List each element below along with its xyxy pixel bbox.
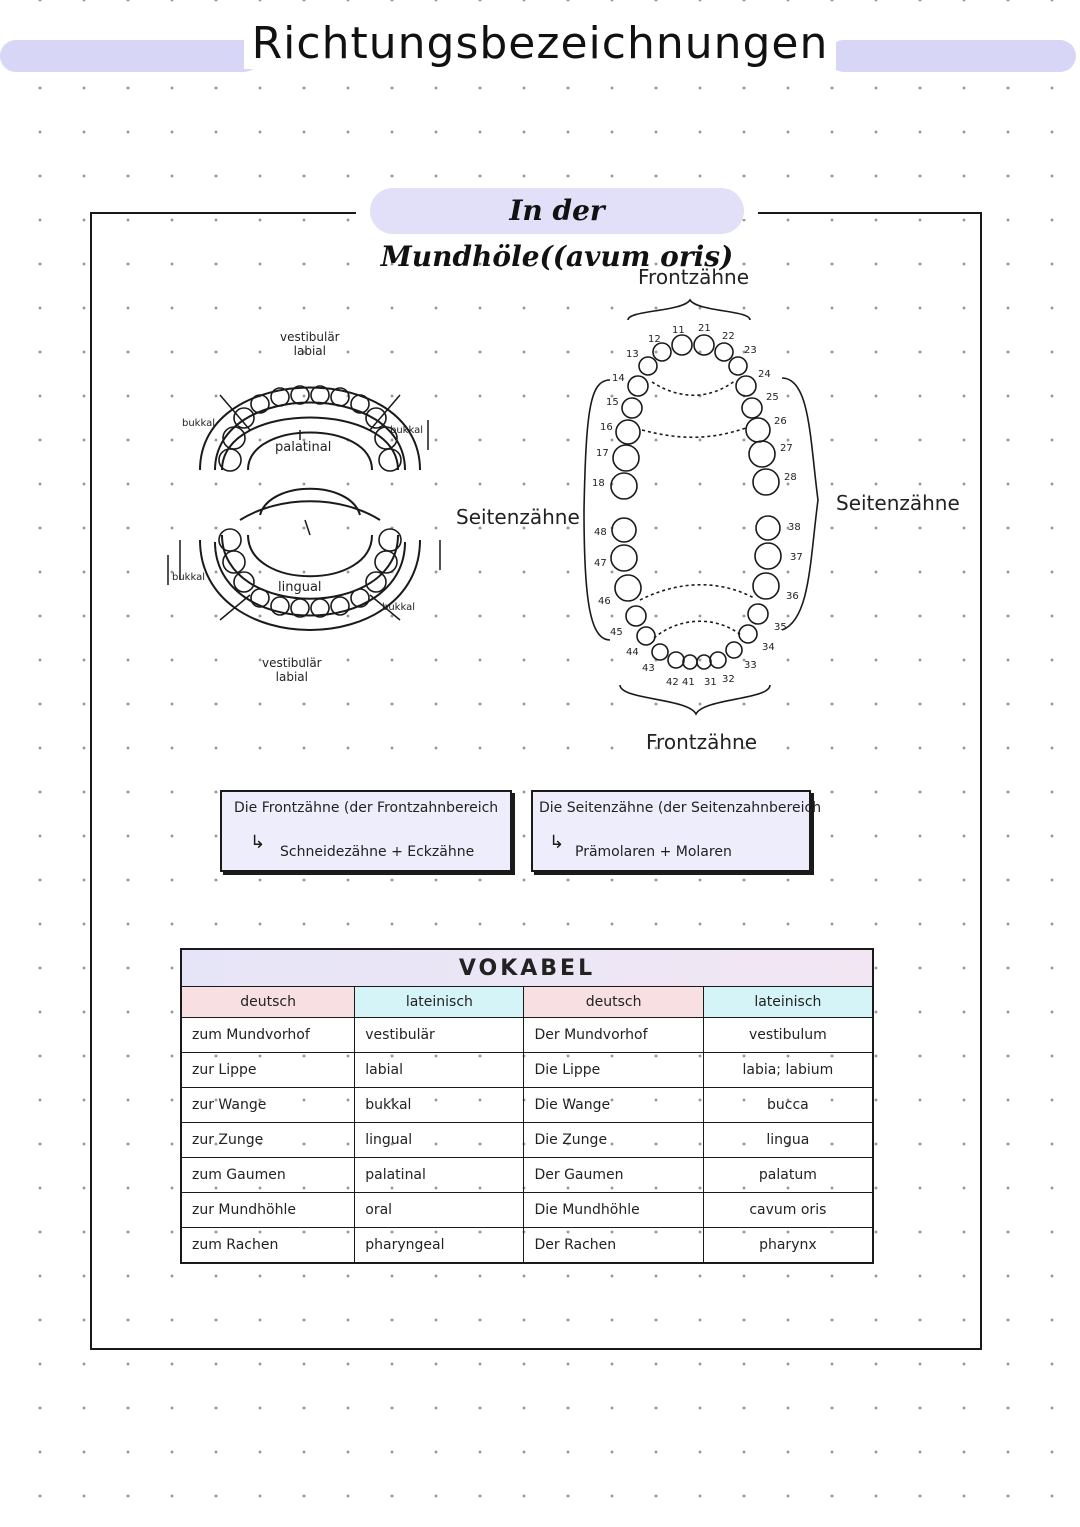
tooth-number: 28: [784, 472, 797, 483]
table-cell: labia; labium: [703, 1053, 873, 1088]
upper-teeth: [219, 386, 401, 471]
tooth-number: 48: [594, 527, 607, 538]
table-cell: Der Gaumen: [524, 1158, 703, 1193]
tooth-number: 23: [744, 345, 757, 356]
info-box-front-teeth: Die Frontzähne (der Frontzahnbereich ↳ Schneidezähne + Eckzähne: [220, 790, 512, 872]
table-cell: zum Rachen: [181, 1228, 355, 1264]
label-front-teeth-top: Frontzähne: [638, 265, 749, 289]
table-cell: labial: [355, 1053, 524, 1088]
tooth-number: 36: [786, 591, 799, 602]
table-row: [181, 1228, 873, 1264]
table-cell: cavum oris: [703, 1193, 873, 1228]
tooth-number: 38: [788, 522, 801, 533]
tooth-number: 17: [596, 448, 609, 459]
table-cell: Die Lippe: [524, 1053, 703, 1088]
label-bukkal-lower-left: bukkal: [172, 572, 205, 583]
label-vestibular-top: vestibulär labial: [280, 330, 340, 358]
tooth-number: 33: [744, 660, 757, 671]
tooth-number: 22: [722, 331, 735, 342]
table-cell: palatum: [703, 1158, 873, 1193]
section-subtitle: In der Mundhöle((avum oris): [370, 188, 744, 234]
tooth-number: 43: [642, 663, 655, 674]
label-bukkal-upper-right: bukkal: [390, 425, 423, 436]
table-cell: zur Wange: [181, 1088, 355, 1123]
label-front-teeth-bottom: Frontzähne: [646, 730, 757, 754]
table-cell: bucca: [703, 1088, 873, 1123]
table-cell: Die Wange: [524, 1088, 703, 1123]
arrow-icon: ↳: [250, 832, 266, 853]
table-cell: Die Mundhöhle: [524, 1193, 703, 1228]
label-bukkal-upper-left: bukkal: [182, 418, 215, 429]
tooth-number: 47: [594, 558, 607, 569]
table-cell: Die Zunge: [524, 1123, 703, 1158]
column-header: lateinisch: [703, 987, 873, 1018]
table-cell: pharynx: [703, 1228, 873, 1264]
mouth-diagram: [160, 320, 460, 700]
table-cell: zum Gaumen: [181, 1158, 355, 1193]
column-header: lateinisch: [355, 987, 524, 1018]
vocab-column-headers: [181, 987, 873, 1018]
label-side-teeth-right: Seitenzähne: [836, 491, 960, 515]
tooth-number: 34: [762, 642, 775, 653]
page-title: Richtungsbezeichnungen: [0, 18, 1080, 69]
table-cell: lingua: [703, 1123, 873, 1158]
tooth-number: 24: [758, 369, 771, 380]
tooth-number: 21: [698, 323, 711, 334]
arrow-icon: ↳: [549, 832, 565, 853]
label-vestibular-bottom: vestibulär labial: [262, 656, 322, 684]
tooth-number: 37: [790, 552, 803, 563]
lower-teeth: [219, 529, 401, 617]
table-cell: pharyngeal: [355, 1228, 524, 1264]
table-cell: Der Mundvorhof: [524, 1018, 703, 1053]
tooth-number: 35: [774, 622, 787, 633]
vocab-table: [180, 948, 874, 1264]
tooth-numbering-diagram: [570, 290, 840, 720]
tooth-number: 32: [722, 674, 735, 685]
tooth-number: 18: [592, 478, 605, 489]
table-row: [181, 1018, 873, 1053]
table-cell: vestibulär: [355, 1018, 524, 1053]
tooth-number: 14: [612, 373, 625, 384]
tooth-number: 27: [780, 443, 793, 454]
table-row: [181, 1053, 873, 1088]
label-side-teeth-left: Seitenzähne: [456, 505, 580, 529]
table-row: [181, 1158, 873, 1193]
info-box-side-teeth: Die Seitenzähne (der Seitenzahnbereich ↳ Prämolaren + Molaren: [531, 790, 811, 872]
tooth-number: 25: [766, 392, 779, 403]
table-cell: oral: [355, 1193, 524, 1228]
table-cell: Der Rachen: [524, 1228, 703, 1264]
label-bukkal-lower-right: bukkal: [382, 602, 415, 613]
table-cell: zur Zunge: [181, 1123, 355, 1158]
table-cell: zum Mundvorhof: [181, 1018, 355, 1053]
table-row: [181, 1123, 873, 1158]
tooth-number: 12: [648, 334, 661, 345]
table-cell: lingual: [355, 1123, 524, 1158]
table-cell: palatinal: [355, 1158, 524, 1193]
tooth-number: 26: [774, 416, 787, 427]
tooth-number: 15: [606, 397, 619, 408]
vocab-heading: VOKABEL: [181, 949, 873, 987]
tooth-number: 46: [598, 596, 611, 607]
table-cell: zur Mundhöhle: [181, 1193, 355, 1228]
tooth-number: 16: [600, 422, 613, 433]
vocab-heading-row: [181, 949, 873, 987]
table-cell: zur Lippe: [181, 1053, 355, 1088]
table-cell: bukkal: [355, 1088, 524, 1123]
table-row: [181, 1088, 873, 1123]
tooth-number: 41: [682, 677, 695, 688]
table-row: [181, 1193, 873, 1228]
table-cell: vestibulum: [703, 1018, 873, 1053]
column-header: deutsch: [524, 987, 703, 1018]
tooth-number: 45: [610, 627, 623, 638]
label-palatinal: palatinal: [275, 440, 332, 455]
tooth-number: 11: [672, 325, 685, 336]
tooth-number: 42: [666, 677, 679, 688]
tooth-number: 31: [704, 677, 717, 688]
column-header: deutsch: [181, 987, 355, 1018]
label-lingual: lingual: [278, 580, 322, 595]
tooth-number: 44: [626, 647, 639, 658]
tooth-number: 13: [626, 349, 639, 360]
